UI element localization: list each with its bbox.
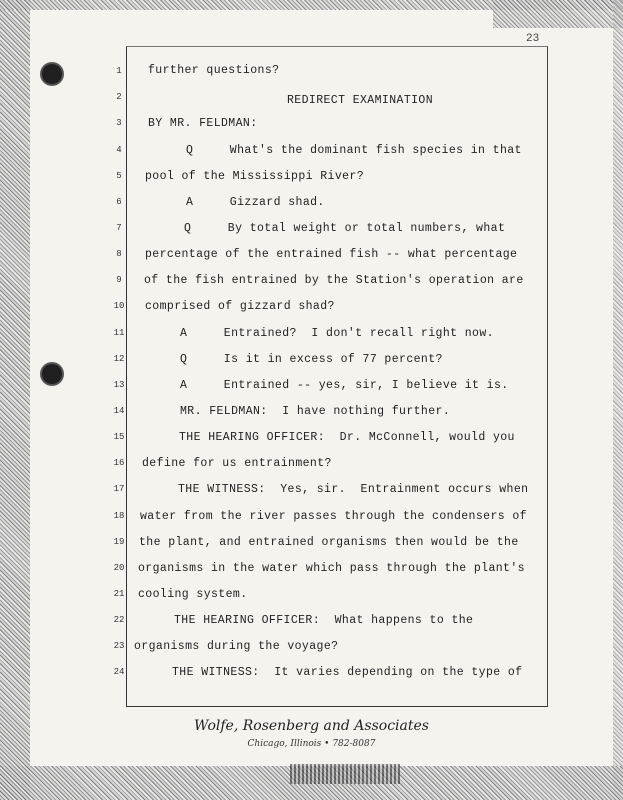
line-number: 9 — [116, 275, 122, 285]
scan-noise-top-right — [493, 0, 623, 28]
line-number: 16 — [113, 458, 125, 468]
line-number: 3 — [116, 118, 122, 128]
binder-hole-middle — [42, 364, 62, 384]
line-number: 18 — [113, 511, 125, 521]
transcript-line: A Entrained? I don't recall right now. — [180, 327, 494, 340]
section-heading: REDIRECT EXAMINATION — [287, 94, 434, 107]
transcript-line: THE WITNESS: It varies depending on the type of — [172, 666, 523, 679]
transcript-line: Q Is it in excess of 77 percent? — [180, 353, 443, 366]
transcript-line: MR. FELDMAN: I have nothing further. — [180, 405, 451, 418]
bottom-rule — [126, 706, 548, 707]
transcript-line: organisms in the water which pass through the plant's — [138, 562, 525, 575]
transcript-line: THE HEARING OFFICER: What happens to the — [174, 614, 474, 627]
line-number: 6 — [116, 197, 122, 207]
transcript-line: pool of the Mississippi River? — [145, 170, 365, 183]
transcript-line: the plant, and entrained organisms then would be the — [139, 536, 519, 549]
transcript-line: Q By total weight or total numbers, what — [184, 222, 506, 235]
transcript-line: THE WITNESS: Yes, sir. Entrainment occurs when — [178, 483, 529, 496]
line-number: 21 — [113, 589, 125, 599]
transcript-line: BY MR. FELDMAN: — [148, 117, 258, 130]
transcript-line: further questions? — [148, 64, 280, 77]
transcript-line: Q What's the dominant fish species in that — [186, 144, 522, 157]
scan-stamp-smudge — [290, 764, 400, 784]
binder-hole-top — [42, 64, 62, 84]
transcript-line: cooling system. — [138, 588, 248, 601]
scan-noise-left — [0, 0, 30, 800]
line-number: 1 — [116, 66, 122, 76]
line-number: 5 — [116, 171, 122, 181]
scan-noise-right — [613, 0, 623, 800]
line-number: 24 — [113, 667, 125, 677]
line-number: 20 — [113, 563, 125, 573]
line-number: 2 — [116, 92, 122, 102]
line-number: 17 — [113, 484, 125, 494]
court-reporter-city: Chicago, Illinois • 782-8087 — [247, 739, 376, 749]
line-number: 13 — [113, 380, 125, 390]
court-reporter-firm: Wolfe, Rosenberg and Associates — [194, 718, 429, 734]
transcript-line: percentage of the entrained fish -- what percentage — [145, 248, 518, 261]
transcript-line: define for us entrainment? — [142, 457, 332, 470]
line-number: 8 — [116, 249, 122, 259]
transcript-line: of the fish entrained by the Station's operation are — [144, 274, 524, 287]
transcript-line: A Gizzard shad. — [186, 196, 325, 209]
line-number: 23 — [113, 641, 125, 651]
line-number: 14 — [113, 406, 125, 416]
line-number: 4 — [116, 145, 122, 155]
transcript-line: A Entrained -- yes, sir, I believe it is. — [180, 379, 509, 392]
line-number: 19 — [113, 537, 125, 547]
transcript-line: THE HEARING OFFICER: Dr. McConnell, would you — [179, 431, 515, 444]
transcript-line: organisms during the voyage? — [134, 640, 339, 653]
line-number: 7 — [116, 223, 122, 233]
page-number: 23 — [526, 33, 540, 45]
line-number: 15 — [113, 432, 125, 442]
transcript-line: comprised of gizzard shad? — [145, 300, 335, 313]
line-number: 12 — [113, 354, 125, 364]
line-number: 10 — [113, 301, 125, 311]
transcript-line: water from the river passes through the condensers of — [140, 510, 527, 523]
line-number: 11 — [113, 328, 125, 338]
line-number: 22 — [113, 615, 125, 625]
